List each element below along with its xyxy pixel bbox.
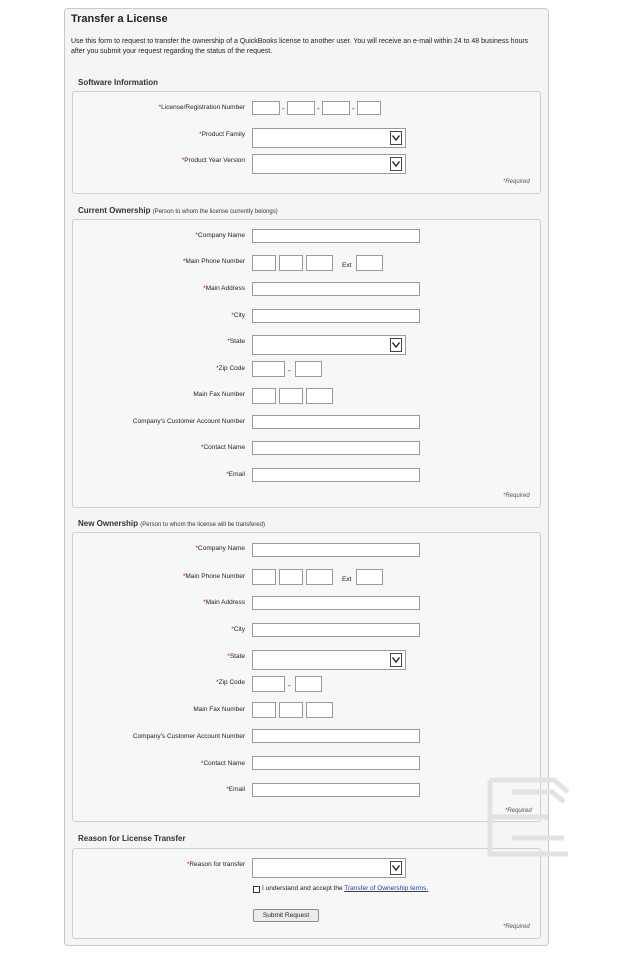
current-city-label: *City bbox=[231, 312, 245, 319]
license-number-part-4-input[interactable] bbox=[357, 101, 381, 115]
new-ownership-title: New Ownership (Person to whom the license will be transfered) bbox=[78, 519, 265, 528]
license-dash: - bbox=[317, 104, 320, 113]
current-zip-ext-input[interactable] bbox=[295, 361, 322, 377]
new-fax-prefix-input[interactable] bbox=[279, 702, 303, 718]
new-account-input[interactable] bbox=[252, 729, 420, 743]
new-zip-label: *Zip Code bbox=[216, 679, 245, 686]
chevron-down-icon bbox=[390, 338, 402, 352]
new-fax-label: Main Fax Number bbox=[193, 706, 245, 713]
new-state-select[interactable] bbox=[252, 650, 406, 670]
license-dash: - bbox=[282, 104, 285, 113]
current-state-select[interactable] bbox=[252, 335, 406, 355]
current-phone-prefix-input[interactable] bbox=[279, 255, 303, 271]
new-email-input[interactable] bbox=[252, 783, 420, 797]
current-email-input[interactable] bbox=[252, 468, 420, 482]
chevron-down-icon bbox=[390, 131, 402, 145]
license-number-part-3-input[interactable] bbox=[322, 101, 350, 115]
watermark-graphic bbox=[482, 772, 574, 862]
new-phone-prefix-input[interactable] bbox=[279, 569, 303, 585]
current-company-label: *Company Name bbox=[195, 232, 245, 239]
license-number-part-2-input[interactable] bbox=[287, 101, 315, 115]
new-zip-input[interactable] bbox=[252, 676, 285, 692]
required-note: *Required bbox=[503, 493, 530, 499]
current-contact-input[interactable] bbox=[252, 441, 420, 455]
new-ext-label: Ext bbox=[342, 576, 352, 583]
required-note: *Required bbox=[503, 924, 530, 930]
new-fax-line-input[interactable] bbox=[306, 702, 333, 718]
license-dash: - bbox=[352, 104, 355, 113]
new-account-label: Company's Customer Account Number bbox=[132, 733, 245, 740]
product-family-select[interactable] bbox=[252, 128, 406, 148]
current-city-input[interactable] bbox=[252, 309, 420, 323]
new-city-label: *City bbox=[231, 626, 245, 633]
new-address-label: *Main Address bbox=[203, 599, 245, 606]
new-address-input[interactable] bbox=[252, 596, 420, 610]
required-note: *Required bbox=[503, 179, 530, 185]
chevron-down-icon bbox=[390, 653, 402, 667]
current-fax-line-input[interactable] bbox=[306, 388, 333, 404]
current-state-label: *State bbox=[227, 338, 245, 345]
current-company-input[interactable] bbox=[252, 229, 420, 243]
current-account-label: Company's Customer Account Number bbox=[132, 418, 245, 425]
new-company-label: *Company Name bbox=[195, 545, 245, 552]
current-account-input[interactable] bbox=[252, 415, 420, 429]
current-ownership-title: Current Ownership (Person to whom the license currently belongs) bbox=[78, 206, 278, 215]
reason-label: *Reason for transfer bbox=[186, 861, 245, 868]
current-fax-area-input[interactable] bbox=[252, 388, 276, 404]
current-phone-label: *Main Phone Number bbox=[182, 258, 245, 265]
current-zip-input[interactable] bbox=[252, 361, 285, 377]
current-address-input[interactable] bbox=[252, 282, 420, 296]
new-ext-input[interactable] bbox=[356, 569, 383, 585]
current-phone-area-input[interactable] bbox=[252, 255, 276, 271]
license-number-part-1-input[interactable] bbox=[252, 101, 280, 115]
page-title: Transfer a License bbox=[71, 13, 168, 25]
new-city-input[interactable] bbox=[252, 623, 420, 637]
new-phone-line-input[interactable] bbox=[306, 569, 333, 585]
current-zip-label: *Zip Code bbox=[216, 365, 245, 372]
zip-dash: - bbox=[288, 681, 291, 690]
product-year-label: *Product Year Version bbox=[181, 157, 245, 164]
current-phone-line-input[interactable] bbox=[306, 255, 333, 271]
current-fax-label: Main Fax Number bbox=[193, 391, 245, 398]
chevron-down-icon bbox=[390, 861, 402, 875]
new-company-input[interactable] bbox=[252, 543, 420, 557]
current-address-label: *Main Address bbox=[203, 285, 245, 292]
software-section-title: Software Information bbox=[78, 78, 159, 87]
required-note: *Required bbox=[505, 808, 532, 814]
transfer-terms-link[interactable]: Transfer of Ownership terms. bbox=[344, 885, 429, 892]
accept-terms-checkbox[interactable] bbox=[253, 886, 260, 893]
license-number-label: *License/Registration Number bbox=[158, 104, 245, 111]
new-state-label: *State bbox=[227, 653, 245, 660]
current-ext-label: Ext bbox=[342, 262, 352, 269]
new-phone-label: *Main Phone Number bbox=[182, 573, 245, 580]
new-contact-input[interactable] bbox=[252, 756, 420, 770]
current-email-label: *Email bbox=[226, 471, 245, 478]
new-phone-area-input[interactable] bbox=[252, 569, 276, 585]
new-zip-ext-input[interactable] bbox=[295, 676, 322, 692]
product-year-select[interactable] bbox=[252, 154, 406, 174]
zip-dash: - bbox=[288, 366, 291, 375]
current-contact-label: *Contact Name bbox=[200, 444, 245, 451]
new-contact-label: *Contact Name bbox=[200, 760, 245, 767]
product-family-label: *Product Family bbox=[199, 131, 245, 138]
current-ext-input[interactable] bbox=[356, 255, 383, 271]
page-intro: Use this form to request to transfer the ownership of a QuickBooks license to another user. You will receive an e-mail within 24 to 48 business hours after you submit your request regarding the status of the request. bbox=[71, 38, 529, 55]
new-email-label: *Email bbox=[226, 786, 245, 793]
chevron-down-icon bbox=[390, 157, 402, 171]
submit-request-button[interactable]: Submit Request bbox=[253, 909, 319, 922]
new-fax-area-input[interactable] bbox=[252, 702, 276, 718]
accept-terms-label: I understand and accept the Transfer of Ownership terms. bbox=[262, 885, 429, 892]
reason-section-title: Reason for License Transfer bbox=[78, 834, 186, 843]
reason-select[interactable] bbox=[252, 858, 406, 878]
current-fax-prefix-input[interactable] bbox=[279, 388, 303, 404]
